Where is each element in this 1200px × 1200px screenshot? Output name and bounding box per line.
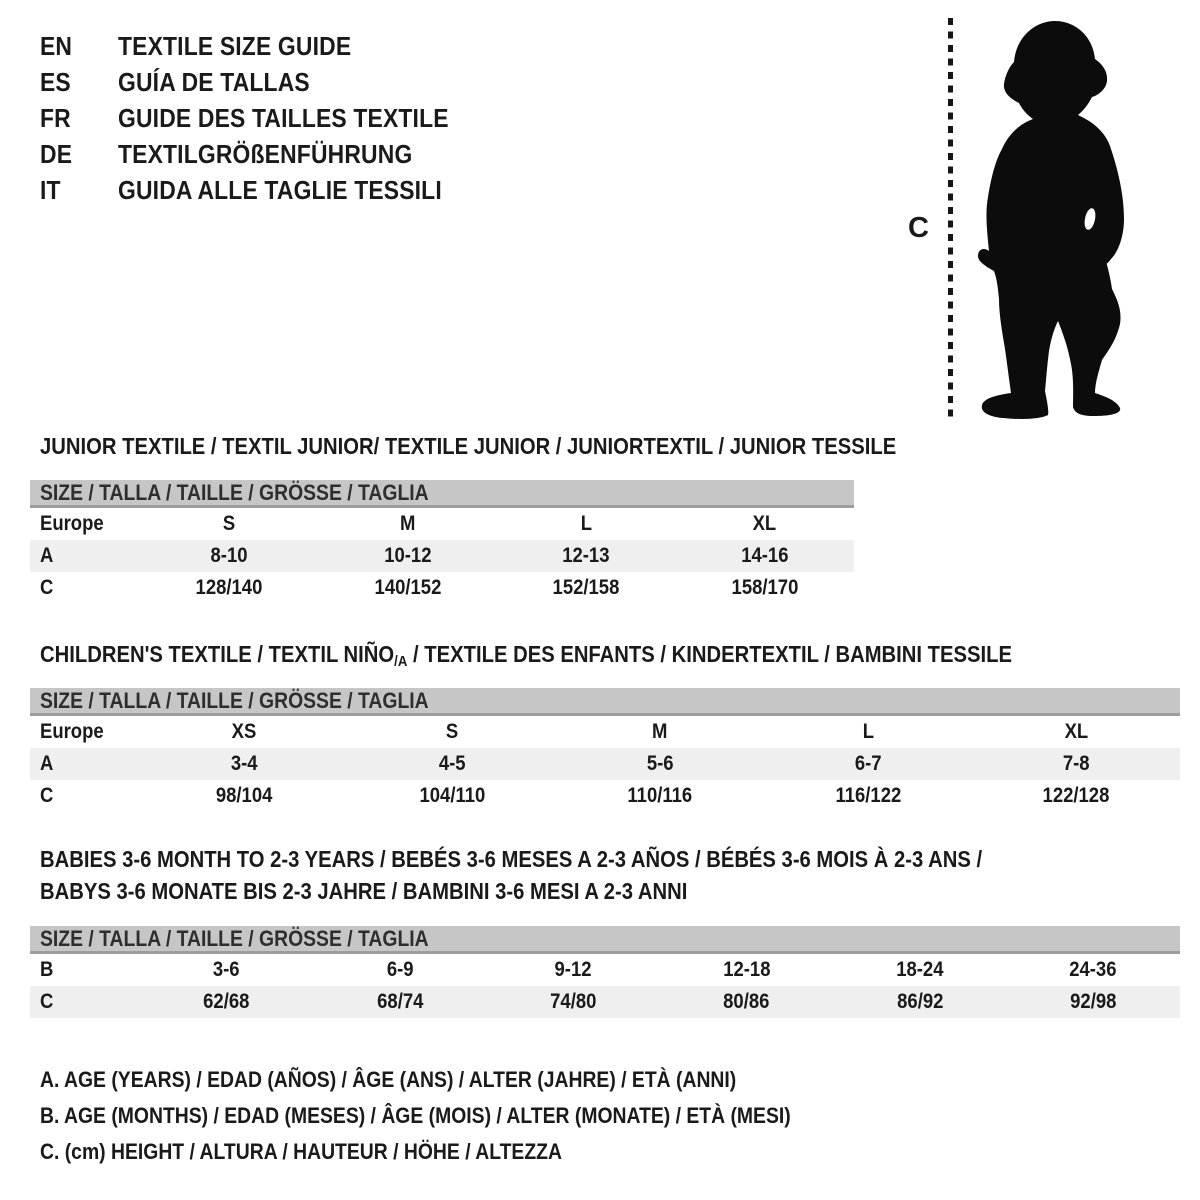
babies-size-table <box>30 926 1180 1018</box>
section-title-junior <box>40 433 1013 460</box>
months-value: 6-9 <box>386 958 414 981</box>
junior-row-europe <box>30 508 854 540</box>
section-title-babies-line2 <box>40 878 776 905</box>
age-value: 14-16 <box>741 544 789 567</box>
height-value: 116/122 <box>835 784 901 807</box>
size-value: M <box>652 720 668 743</box>
height-marker-label: C <box>908 212 929 244</box>
legend-line-b: B. AGE (MONTHS) / EDAD (MESES) / ÂGE (MOIS) / ALTER (MONATE) / ETÀ (MESI) <box>40 1103 791 1128</box>
babies-title-line2: BABYS 3-6 MONATE BIS 2-3 JAHRE / BAMBINI 3-6 MESI A 2-3 ANNI <box>40 878 688 904</box>
height-value: 80/86 <box>723 990 770 1013</box>
age-value: 6-7 <box>854 752 882 775</box>
size-value: L <box>580 512 592 535</box>
height-value: 92/98 <box>1070 990 1117 1013</box>
lang-label-en: TEXTILE SIZE GUIDE <box>118 30 352 61</box>
junior-row-height <box>30 572 854 604</box>
children-size-table <box>30 688 1180 812</box>
lang-label-fr: GUIDE DES TAILLES TEXTILE <box>118 102 449 133</box>
age-value: 3-4 <box>230 752 258 775</box>
lang-label-de: TEXTILGRÖßENFÜHRUNG <box>118 138 413 169</box>
size-value: XS <box>231 720 257 743</box>
months-value: 24-36 <box>1069 958 1117 981</box>
children-row-age <box>30 748 1180 780</box>
age-value: 8-10 <box>210 544 248 567</box>
size-value: L <box>862 720 874 743</box>
row-label: Europe <box>40 512 104 535</box>
junior-row-age <box>30 540 854 572</box>
months-value: 3-6 <box>213 958 241 981</box>
height-value: 104/110 <box>419 784 485 807</box>
height-value: 110/116 <box>627 784 693 807</box>
lang-code-es: ES <box>40 66 71 97</box>
legend-line-c: C. (cm) HEIGHT / ALTURA / HAUTEUR / HÖHE / ALTEZZA <box>40 1139 562 1164</box>
legend <box>40 1062 893 1170</box>
section-title-children <box>40 641 1145 670</box>
junior-table-header: SIZE / TALLA / TAILLE / GRÖSSE / TAGLIA <box>30 480 854 508</box>
age-value: 7-8 <box>1062 752 1090 775</box>
months-value: 9-12 <box>554 958 592 981</box>
size-value: XL <box>752 512 777 535</box>
lang-code-fr: FR <box>40 102 71 133</box>
children-row-height <box>30 780 1180 812</box>
junior-size-table <box>30 480 854 604</box>
lang-row-it <box>40 172 494 208</box>
babies-title-line1: BABIES 3-6 MONTH TO 2-3 YEARS / BEBÉS 3-6 MESES A 2-3 AÑOS / BÉBÉS 3-6 MOIS À 2-3 ANS / <box>40 846 983 872</box>
lang-row-es <box>40 64 494 100</box>
height-value: 140/152 <box>374 576 442 599</box>
lang-code-de: DE <box>40 138 73 169</box>
section-title-babies-line1 <box>40 846 1111 873</box>
children-row-europe <box>30 716 1180 748</box>
size-value: S <box>223 512 236 535</box>
height-value: 158/170 <box>731 576 799 599</box>
toddler-silhouette <box>960 18 1152 424</box>
lang-code-en: EN <box>40 30 73 61</box>
months-value: 12-18 <box>723 958 771 981</box>
age-value: 4-5 <box>438 752 466 775</box>
months-value: 18-24 <box>896 958 944 981</box>
babies-table-header: SIZE / TALLA / TAILLE / GRÖSSE / TAGLIA <box>30 926 1180 954</box>
age-value: 12-13 <box>562 544 610 567</box>
size-value: M <box>400 512 416 535</box>
junior-title-text: JUNIOR TEXTILE / TEXTIL JUNIOR/ TEXTILE JUNIOR / JUNIORTEXTIL / JUNIOR TESSILE <box>40 433 897 459</box>
lang-label-it: GUIDA ALLE TAGLIE TESSILI <box>118 174 442 205</box>
children-title-text: CHILDREN'S TEXTILE / TEXTIL $NIÑO_{/A}$ / TEXTILE DES ENFANTS / KINDERTEXTIL / BAMBINI TESSILE <box>40 641 1013 670</box>
language-title-block <box>40 28 494 208</box>
lang-label-es: GUÍA DE TALLAS <box>118 66 310 97</box>
row-label: Europe <box>40 720 104 743</box>
row-label: C <box>40 576 54 599</box>
row-label: B <box>40 958 54 981</box>
lang-row-en <box>40 28 494 64</box>
size-value: S <box>445 720 459 743</box>
babies-row-months <box>30 954 1180 986</box>
lang-code-it: IT <box>40 174 61 205</box>
height-value: 62/68 <box>203 990 250 1013</box>
height-value: 98/104 <box>215 784 273 807</box>
babies-row-height <box>30 986 1180 1018</box>
size-value: XL <box>1064 720 1088 743</box>
lang-row-de <box>40 136 494 172</box>
children-table-header: SIZE / TALLA / TAILLE / GRÖSSE / TAGLIA <box>30 688 1180 716</box>
row-label: C <box>40 990 54 1013</box>
row-label: C <box>40 784 54 807</box>
height-measure-dashed-line <box>948 18 953 422</box>
height-value: 74/80 <box>550 990 597 1013</box>
legend-line-a: A. AGE (YEARS) / EDAD (AÑOS) / ÂGE (ANS) / ALTER (JAHRE) / ETÀ (ANNI) <box>40 1067 737 1092</box>
children-title-subscript: /A <box>394 653 408 670</box>
height-value: 122/128 <box>1042 784 1110 807</box>
height-value: 152/158 <box>552 576 620 599</box>
lang-row-fr <box>40 100 494 136</box>
height-value: 68/74 <box>376 990 424 1013</box>
row-label: A <box>40 752 54 775</box>
age-value: 5-6 <box>646 752 674 775</box>
row-label: A <box>40 544 54 567</box>
height-value: 128/140 <box>195 576 263 599</box>
height-value: 86/92 <box>896 990 944 1013</box>
age-value: 10-12 <box>384 544 432 567</box>
